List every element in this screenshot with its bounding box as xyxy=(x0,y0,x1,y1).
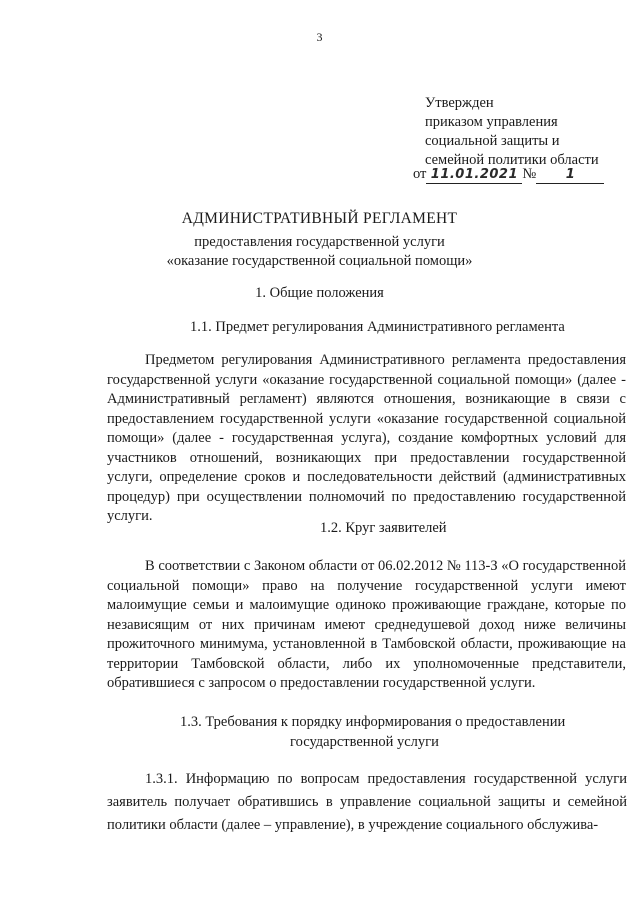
page-number: 3 xyxy=(316,30,323,44)
approval-line-1: Утвержден xyxy=(425,95,494,111)
number-label: № xyxy=(522,166,537,182)
subject-paragraph xyxy=(107,351,626,527)
section-applicants-heading: 1.2. Круг заявителей xyxy=(320,520,447,536)
applicants-text: В соответствии с Законом области от 06.02.2012 № 113-З «О государственной социальной помощи» право на получение государственной услуги имеют малоимущие семьи и малоимущие одиноко проживающие граждане, которые по независящим от них причинам имеют среднедушевой доход ниже величины прожиточного минимума, установленной в Тамбовской области, проживающие на территории Тамбовской области, либо их уполномоченные представители, обратившиеся с запросом о предоставлении государственной услуги. xyxy=(107,558,626,691)
section-requirements-heading-2: государственной услуги xyxy=(290,734,439,750)
approval-line-3: социальной защиты и xyxy=(425,133,560,149)
document-subtitle-1: предоставления государственной услуги xyxy=(194,234,445,250)
from-label: от xyxy=(413,166,427,182)
approval-line-4: семейной политики области xyxy=(425,152,599,168)
approval-line-2: приказом управления xyxy=(425,114,558,130)
applicants-paragraph xyxy=(107,557,626,694)
document-subtitle-2: «оказание государственной социальной помощи» xyxy=(166,253,473,269)
section-general-heading: 1. Общие положения xyxy=(255,285,384,301)
handwritten-number: 1 xyxy=(536,167,604,184)
requirements-paragraph xyxy=(107,768,627,837)
subject-text: Предметом регулирования Административного регламента предоставления государственной услуги «оказание государственной социальной помощи» (далее - Административный регламент) являются отношения, возникающие в связи с предоставлением государственной услуги «оказание государственной социальной помощи» (далее - государственная услуга), создание комфортных условий для участников отношений, возникающих при предоставлении государственной услуги, определение сроков и последовательности действий (административных процедур) при осуществлении полномочий по предоставлению государственной услуги. xyxy=(107,352,626,524)
handwritten-date: 11.01.2021 xyxy=(426,167,522,184)
approval-date-number xyxy=(413,164,604,184)
approval-stamp xyxy=(425,94,625,170)
section-subject-heading: 1.1. Предмет регулирования Административного регламента xyxy=(190,319,565,335)
requirements-text: 1.3.1. Информацию по вопросам предоставления государственной услуги заявитель получает обратившись в управление социальной защиты и семейной политики области (далее – управление), в учреждение социального обслужива- xyxy=(107,771,627,833)
document-title: АДМИНИСТРАТИВНЫЙ РЕГЛАМЕНТ xyxy=(181,210,458,227)
section-requirements-heading-1: 1.3. Требования к порядку информирования о предоставлении xyxy=(180,714,566,730)
